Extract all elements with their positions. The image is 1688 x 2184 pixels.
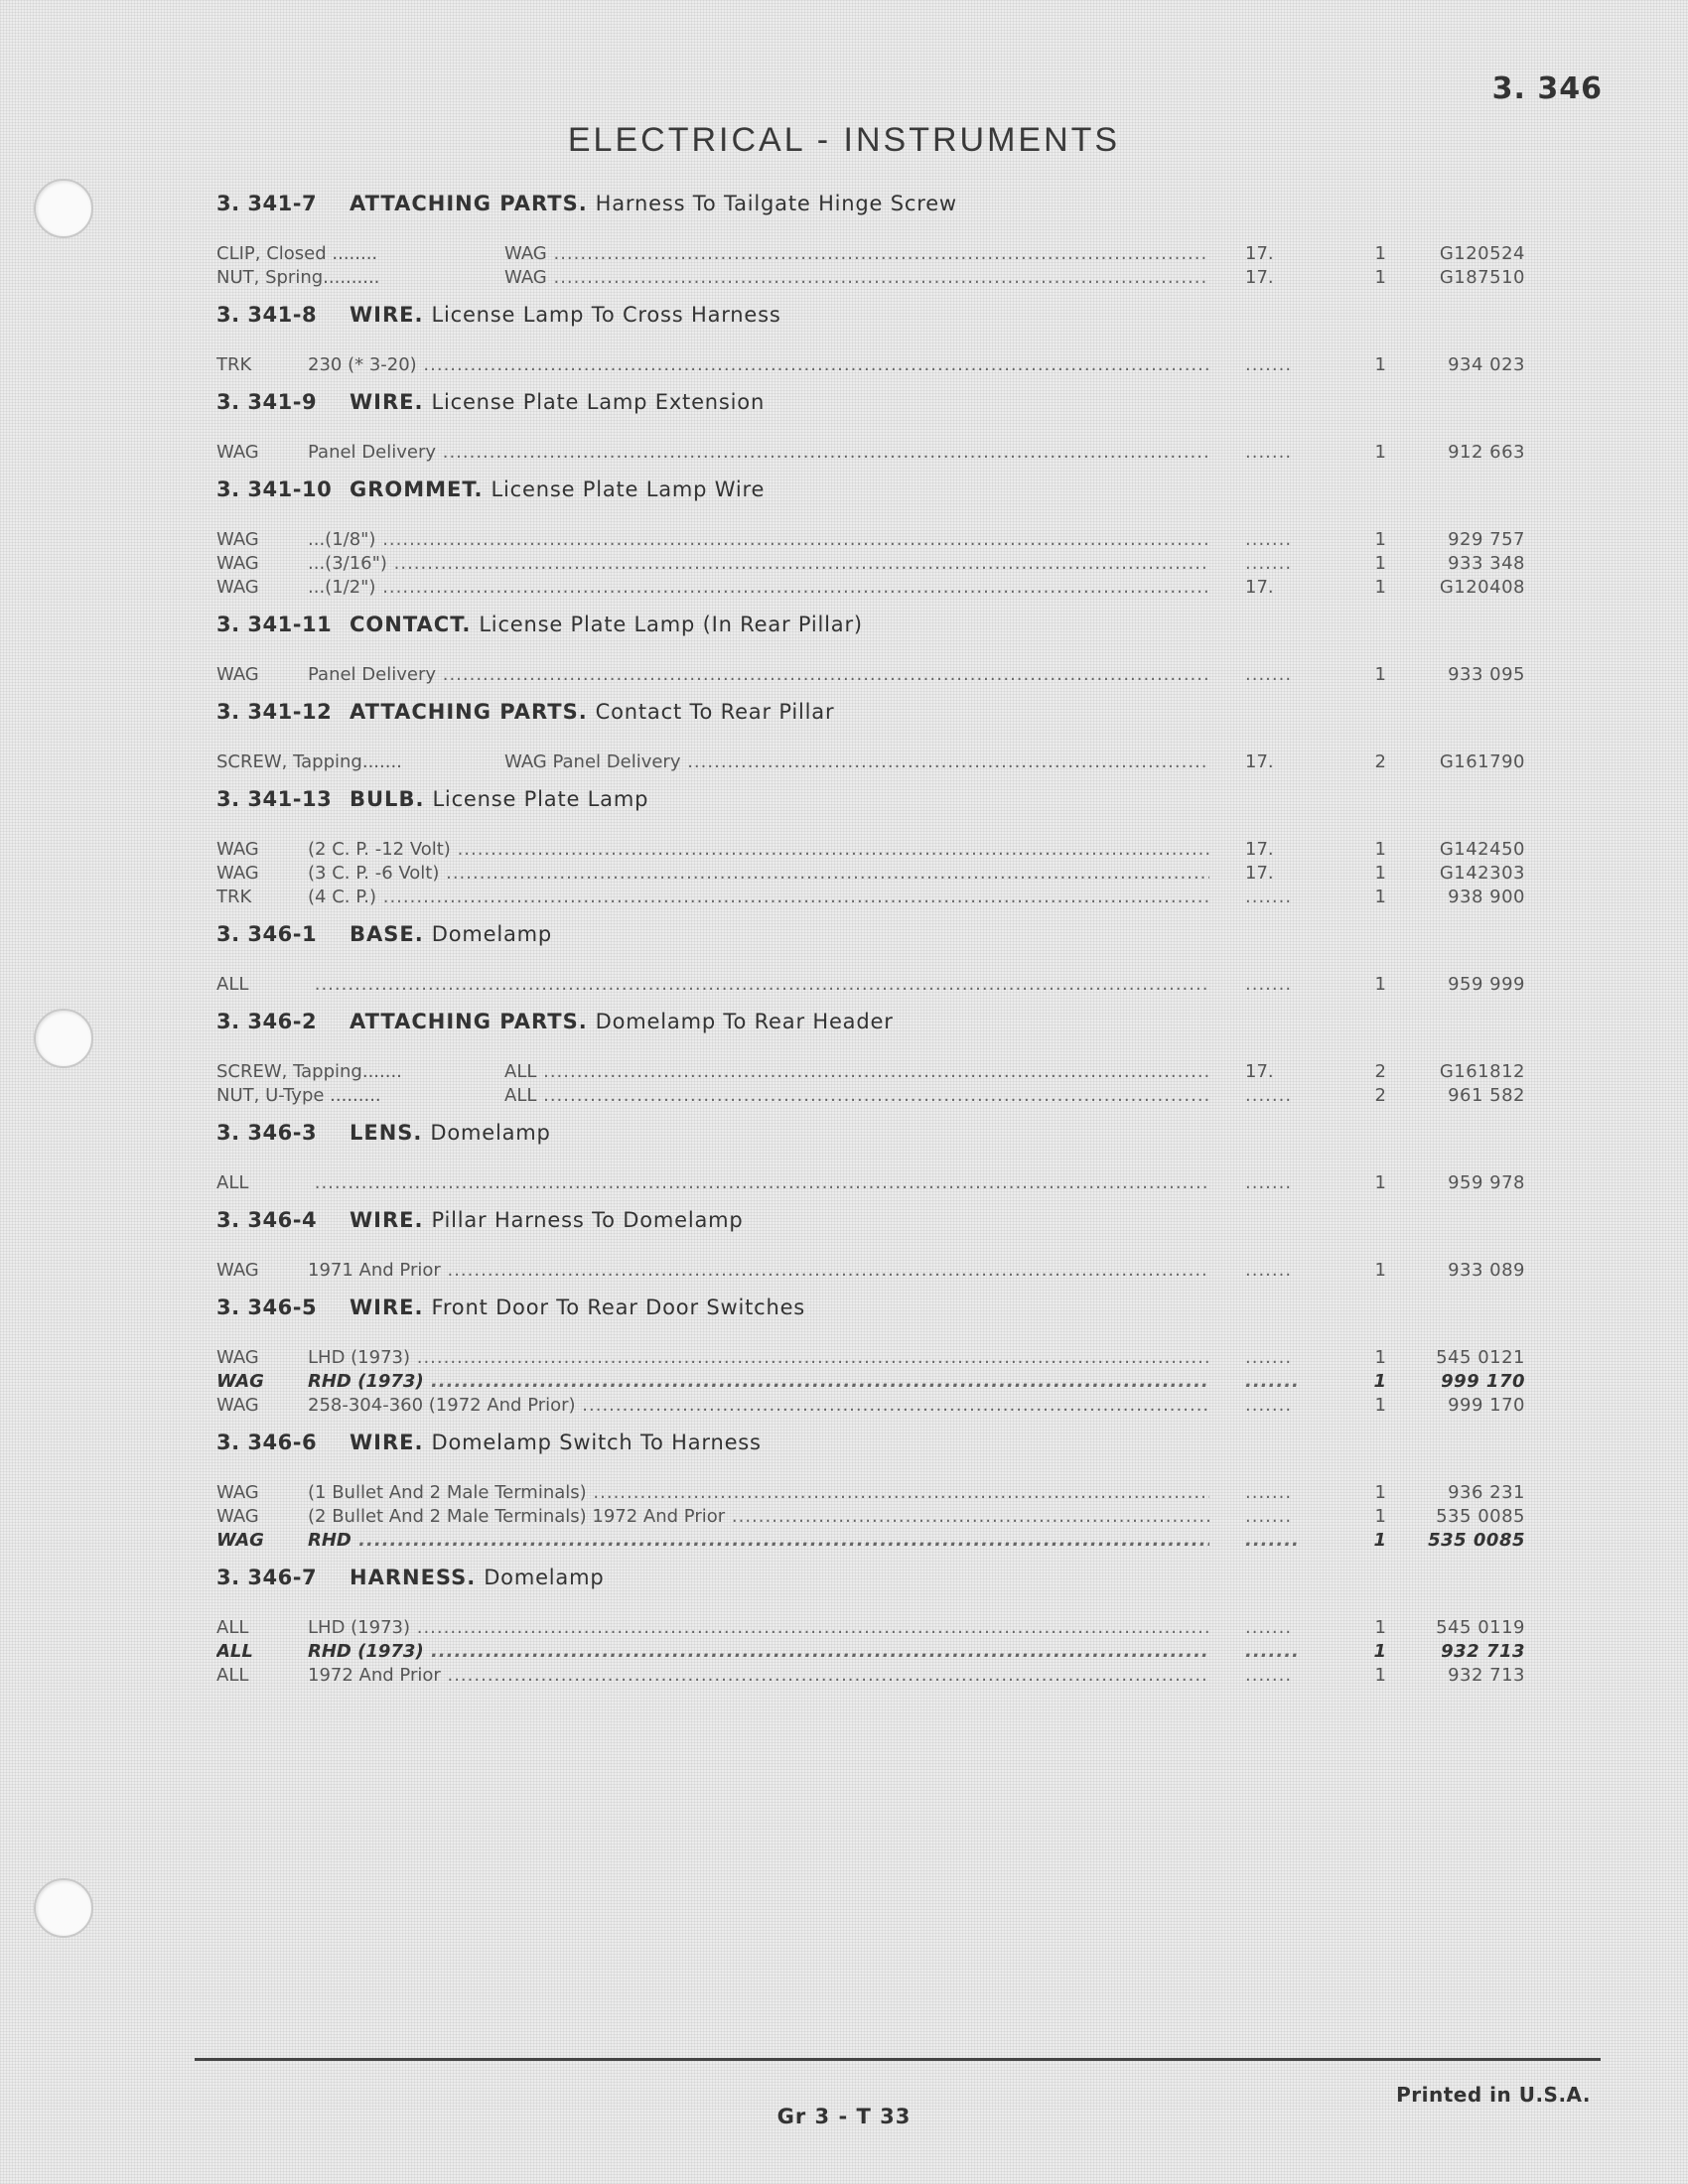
part-row xyxy=(216,1664,1527,1688)
parts-section xyxy=(216,917,1527,997)
row-description xyxy=(216,242,1209,266)
row-leader-dots: ....... xyxy=(1245,1260,1293,1281)
part-name: WIRE. xyxy=(350,1208,424,1232)
part-rows xyxy=(216,1060,1527,1108)
row-application: WAG xyxy=(216,1347,259,1368)
part-name: LENS. xyxy=(350,1121,423,1145)
row-quantity: 1 xyxy=(1373,1371,1386,1392)
row-description xyxy=(216,862,1209,886)
row-part-number: 545 0119 xyxy=(1436,1617,1525,1638)
section-heading xyxy=(216,473,1527,506)
row-part-number: 912 663 xyxy=(1448,442,1525,463)
row-application: WAG xyxy=(216,577,259,598)
row-description xyxy=(216,353,1209,377)
row-leader-dots: ....... xyxy=(1245,1085,1293,1106)
row-part-number: 961 582 xyxy=(1448,1085,1525,1106)
row-leader-dots: ....... xyxy=(1245,1617,1293,1638)
row-reference: 17. xyxy=(1245,751,1274,772)
row-quantity: 1 xyxy=(1374,1506,1386,1527)
part-name: ATTACHING PARTS. xyxy=(350,700,588,724)
row-part-number: 936 231 xyxy=(1448,1482,1525,1503)
row-quantity: 1 xyxy=(1374,354,1386,375)
section-number: 3. 341-10 xyxy=(216,478,333,501)
parts-section xyxy=(216,187,1527,290)
section-number: 3. 346-6 xyxy=(216,1431,318,1454)
parts-section xyxy=(216,1005,1527,1108)
row-detail: 1972 And Prior xyxy=(308,1665,441,1686)
row-leader-dots: ....... xyxy=(1245,1347,1293,1368)
part-description: Pillar Harness To Domelamp xyxy=(431,1208,744,1232)
row-application: WAG xyxy=(216,1506,259,1527)
section-heading xyxy=(216,1005,1527,1038)
row-description xyxy=(216,1084,1209,1108)
row-application: WAG xyxy=(216,529,259,550)
part-row xyxy=(216,552,1527,576)
part-name: WIRE. xyxy=(350,1296,424,1319)
row-part-number: G120524 xyxy=(1439,243,1525,264)
section-heading xyxy=(216,1561,1527,1594)
part-description: Domelamp xyxy=(431,922,553,946)
row-description xyxy=(216,1060,1209,1084)
row-quantity: 1 xyxy=(1373,1641,1386,1662)
row-leader-dots: ....... xyxy=(1245,1641,1300,1662)
row-part-number: 933 089 xyxy=(1448,1260,1525,1281)
part-row xyxy=(216,663,1527,687)
section-heading xyxy=(216,695,1527,729)
row-leader-dots: ....... xyxy=(1245,1665,1293,1686)
row-detail: RHD (1973) xyxy=(308,1641,424,1662)
parts-list xyxy=(216,179,1527,1688)
part-rows xyxy=(216,663,1527,687)
part-name: BULB. xyxy=(350,787,425,811)
part-description: Harness To Tailgate Hinge Screw xyxy=(595,192,957,215)
part-row xyxy=(216,838,1527,862)
row-application: ALL xyxy=(216,1617,249,1638)
row-part-number: 959 978 xyxy=(1448,1172,1525,1193)
part-description: License Plate Lamp (In Rear Pillar) xyxy=(479,613,863,636)
section-number: 3. 341-7 xyxy=(216,192,318,215)
row-detail: Panel Delivery xyxy=(308,442,436,463)
row-detail: ALL xyxy=(504,1085,537,1106)
part-rows xyxy=(216,528,1527,600)
row-application: SCREW, Tapping....... xyxy=(216,1061,402,1082)
row-detail: (2 C. P. -12 Volt) xyxy=(308,839,451,860)
parts-section xyxy=(216,782,1527,909)
parts-section xyxy=(216,473,1527,600)
row-part-number: 545 0121 xyxy=(1436,1347,1525,1368)
row-detail: LHD (1973) xyxy=(308,1347,410,1368)
row-reference: 17. xyxy=(1245,577,1274,598)
part-row xyxy=(216,1259,1527,1283)
section-heading xyxy=(216,1203,1527,1237)
row-leader-dots: ....... xyxy=(1245,1482,1293,1503)
row-description xyxy=(216,1664,1209,1688)
part-row xyxy=(216,1505,1527,1529)
row-application: WAG xyxy=(216,1395,259,1416)
row-quantity: 1 xyxy=(1374,1617,1386,1638)
row-detail: 230 (* 3-20) xyxy=(308,354,417,375)
row-part-number: 535 0085 xyxy=(1428,1530,1525,1551)
row-quantity: 1 xyxy=(1374,1260,1386,1281)
row-quantity: 1 xyxy=(1374,839,1386,860)
row-quantity: 2 xyxy=(1374,1085,1386,1106)
row-detail: (1 Bullet And 2 Male Terminals) xyxy=(308,1482,587,1503)
row-leader-dots: ....... xyxy=(1245,354,1293,375)
row-quantity: 1 xyxy=(1373,1530,1386,1551)
row-detail: 258-304-360 (1972 And Prior) xyxy=(308,1395,576,1416)
section-heading xyxy=(216,608,1527,641)
section-number: 3. 341-8 xyxy=(216,303,318,327)
row-part-number: 959 999 xyxy=(1448,974,1525,995)
part-name: BASE. xyxy=(350,922,424,946)
row-detail: ...(1/2") xyxy=(308,577,376,598)
row-leader-dots: ....... xyxy=(1245,1506,1293,1527)
row-detail: RHD xyxy=(308,1530,352,1551)
row-reference: 17. xyxy=(1245,1061,1274,1082)
page-title: ELECTRICAL - INSTRUMENTS xyxy=(567,121,1121,159)
part-row xyxy=(216,1529,1527,1553)
row-detail: WAG xyxy=(504,267,547,288)
row-part-number: G161790 xyxy=(1439,751,1525,772)
row-detail: (4 C. P.) xyxy=(308,887,377,907)
row-application: ALL xyxy=(216,1172,249,1193)
row-quantity: 1 xyxy=(1374,863,1386,884)
row-leader-dots: ....... xyxy=(1245,553,1293,574)
part-rows xyxy=(216,441,1527,465)
parts-section xyxy=(216,608,1527,687)
part-row xyxy=(216,266,1527,290)
row-description xyxy=(216,1616,1209,1640)
row-quantity: 1 xyxy=(1374,442,1386,463)
part-name: WIRE. xyxy=(350,390,424,414)
part-description: License Lamp To Cross Harness xyxy=(431,303,781,327)
page-number: 3. 346 xyxy=(1491,71,1603,106)
part-description: Domelamp xyxy=(484,1566,605,1589)
row-description xyxy=(216,751,1209,774)
row-description xyxy=(216,1529,1209,1553)
row-part-number: 932 713 xyxy=(1448,1665,1525,1686)
row-application: WAG xyxy=(216,1530,264,1551)
part-name: CONTACT. xyxy=(350,613,472,636)
row-part-number: 938 900 xyxy=(1448,887,1525,907)
part-rows xyxy=(216,1171,1527,1195)
row-application: ALL xyxy=(216,1665,249,1686)
row-application: TRK xyxy=(216,354,252,375)
part-rows xyxy=(216,1481,1527,1553)
punch-hole-middle xyxy=(34,1009,93,1068)
row-application: WAG xyxy=(216,1482,259,1503)
row-quantity: 1 xyxy=(1374,887,1386,907)
row-description xyxy=(216,886,1209,909)
row-reference: 17. xyxy=(1245,839,1274,860)
row-part-number: G142450 xyxy=(1439,839,1525,860)
part-row xyxy=(216,441,1527,465)
row-part-number: 932 713 xyxy=(1441,1641,1525,1662)
part-name: ATTACHING PARTS. xyxy=(350,192,588,215)
row-leader-dots: ....... xyxy=(1245,887,1293,907)
row-part-number: 929 757 xyxy=(1448,529,1525,550)
row-description xyxy=(216,973,1209,997)
row-quantity: 1 xyxy=(1374,1482,1386,1503)
row-quantity: 2 xyxy=(1374,1061,1386,1082)
part-row xyxy=(216,1481,1527,1505)
part-description: Domelamp xyxy=(430,1121,551,1145)
part-row xyxy=(216,576,1527,600)
section-number: 3. 346-1 xyxy=(216,922,318,946)
punch-hole-top xyxy=(34,179,93,238)
part-rows xyxy=(216,973,1527,997)
parts-section xyxy=(216,1116,1527,1195)
part-name: WIRE. xyxy=(350,1431,424,1454)
parts-section xyxy=(216,1291,1527,1418)
section-number: 3. 346-2 xyxy=(216,1010,318,1033)
row-leader-dots: ....... xyxy=(1245,664,1293,685)
section-number: 3. 341-12 xyxy=(216,700,333,724)
section-heading xyxy=(216,917,1527,951)
row-application: WAG xyxy=(216,664,259,685)
parts-section xyxy=(216,298,1527,377)
row-description xyxy=(216,838,1209,862)
row-quantity: 1 xyxy=(1374,974,1386,995)
part-rows xyxy=(216,1259,1527,1283)
row-leader-dots: ....... xyxy=(1245,974,1293,995)
row-quantity: 1 xyxy=(1374,529,1386,550)
row-quantity: 1 xyxy=(1374,267,1386,288)
row-application: ALL xyxy=(216,1641,253,1662)
parts-section xyxy=(216,385,1527,465)
part-name: GROMMET. xyxy=(350,478,484,501)
row-part-number: 999 170 xyxy=(1441,1371,1525,1392)
parts-section xyxy=(216,1561,1527,1688)
row-leader-dots: ....... xyxy=(1245,1172,1293,1193)
row-description xyxy=(216,552,1209,576)
part-row xyxy=(216,1394,1527,1418)
row-description xyxy=(216,266,1209,290)
row-quantity: 2 xyxy=(1374,751,1386,772)
section-heading xyxy=(216,1426,1527,1459)
part-rows xyxy=(216,242,1527,290)
row-detail: Panel Delivery xyxy=(308,664,436,685)
row-description xyxy=(216,441,1209,465)
row-application: TRK xyxy=(216,887,252,907)
part-description: Domelamp To Rear Header xyxy=(595,1010,894,1033)
row-description xyxy=(216,1394,1209,1418)
row-part-number: G161812 xyxy=(1439,1061,1525,1082)
row-detail: 1971 And Prior xyxy=(308,1260,441,1281)
part-row xyxy=(216,1084,1527,1108)
section-number: 3. 341-11 xyxy=(216,613,333,636)
part-row xyxy=(216,1060,1527,1084)
part-description: Contact To Rear Pillar xyxy=(595,700,835,724)
row-quantity: 1 xyxy=(1374,664,1386,685)
parts-section xyxy=(216,1426,1527,1553)
row-part-number: 933 348 xyxy=(1448,553,1525,574)
footer-code: Gr 3 - T 33 xyxy=(776,2105,912,2128)
section-heading xyxy=(216,385,1527,419)
part-row xyxy=(216,353,1527,377)
parts-section xyxy=(216,1203,1527,1283)
row-quantity: 1 xyxy=(1374,1347,1386,1368)
printed-in-usa: Printed in U.S.A. xyxy=(1396,2083,1591,2107)
part-row xyxy=(216,1640,1527,1664)
section-number: 3. 346-5 xyxy=(216,1296,318,1319)
row-leader-dots: ....... xyxy=(1245,1395,1293,1416)
part-row xyxy=(216,973,1527,997)
row-detail: WAG xyxy=(504,243,547,264)
part-rows xyxy=(216,1616,1527,1688)
row-description xyxy=(216,1505,1209,1529)
row-description xyxy=(216,576,1209,600)
row-application: WAG xyxy=(216,553,259,574)
row-application: SCREW, Tapping....... xyxy=(216,751,402,772)
section-number: 3. 346-7 xyxy=(216,1566,318,1589)
section-number: 3. 341-9 xyxy=(216,390,318,414)
row-detail: WAG Panel Delivery xyxy=(504,751,681,772)
part-row xyxy=(216,886,1527,909)
part-description: License Plate Lamp Wire xyxy=(491,478,766,501)
row-part-number: G120408 xyxy=(1439,577,1525,598)
row-part-number: 934 023 xyxy=(1448,354,1525,375)
row-application: NUT, U-Type ......... xyxy=(216,1085,381,1106)
row-detail: ...(3/16") xyxy=(308,553,387,574)
row-description xyxy=(216,663,1209,687)
row-reference: 17. xyxy=(1245,267,1274,288)
row-quantity: 1 xyxy=(1374,1665,1386,1686)
part-name: ATTACHING PARTS. xyxy=(350,1010,588,1033)
section-heading xyxy=(216,782,1527,816)
section-heading xyxy=(216,187,1527,220)
row-description xyxy=(216,1481,1209,1505)
section-number: 3. 346-4 xyxy=(216,1208,318,1232)
row-detail: LHD (1973) xyxy=(308,1617,410,1638)
section-heading xyxy=(216,1116,1527,1150)
row-quantity: 1 xyxy=(1374,577,1386,598)
part-rows xyxy=(216,1346,1527,1418)
part-description: Domelamp Switch To Harness xyxy=(431,1431,762,1454)
row-detail: ...(1/8") xyxy=(308,529,376,550)
row-description xyxy=(216,1346,1209,1370)
row-application: ALL xyxy=(216,974,249,995)
row-part-number: 999 170 xyxy=(1448,1395,1525,1416)
part-row xyxy=(216,862,1527,886)
row-application: WAG xyxy=(216,863,259,884)
part-rows xyxy=(216,838,1527,909)
row-description xyxy=(216,1640,1209,1664)
row-reference: 17. xyxy=(1245,243,1274,264)
row-part-number: 933 095 xyxy=(1448,664,1525,685)
row-application: WAG xyxy=(216,442,259,463)
row-application: WAG xyxy=(216,839,259,860)
part-description: License Plate Lamp xyxy=(432,787,649,811)
part-row xyxy=(216,1346,1527,1370)
row-application: NUT, Spring.......... xyxy=(216,267,380,288)
parts-section xyxy=(216,695,1527,774)
part-row xyxy=(216,528,1527,552)
part-row xyxy=(216,751,1527,774)
row-part-number: G187510 xyxy=(1439,267,1525,288)
row-part-number: 535 0085 xyxy=(1436,1506,1525,1527)
section-number: 3. 341-13 xyxy=(216,787,333,811)
section-number: 3. 346-3 xyxy=(216,1121,318,1145)
row-description xyxy=(216,1259,1209,1283)
row-description xyxy=(216,1171,1209,1195)
row-detail: (3 C. P. -6 Volt) xyxy=(308,863,440,884)
row-detail: ALL xyxy=(504,1061,537,1082)
part-name: WIRE. xyxy=(350,303,424,327)
part-rows xyxy=(216,353,1527,377)
row-detail: (2 Bullet And 2 Male Terminals) 1972 And Prior xyxy=(308,1506,726,1527)
row-description xyxy=(216,528,1209,552)
row-reference: 17. xyxy=(1245,863,1274,884)
row-quantity: 1 xyxy=(1374,243,1386,264)
row-leader-dots: ....... xyxy=(1245,1530,1300,1551)
row-application: WAG xyxy=(216,1260,259,1281)
row-application: CLIP, Closed ........ xyxy=(216,243,378,264)
row-quantity: 1 xyxy=(1374,1172,1386,1193)
row-part-number: G142303 xyxy=(1439,863,1525,884)
row-detail: RHD (1973) xyxy=(308,1371,424,1392)
row-quantity: 1 xyxy=(1374,1395,1386,1416)
row-quantity: 1 xyxy=(1374,553,1386,574)
section-heading xyxy=(216,1291,1527,1324)
row-leader-dots: ....... xyxy=(1245,1371,1300,1392)
row-leader-dots: ....... xyxy=(1245,442,1293,463)
part-row xyxy=(216,1616,1527,1640)
punch-hole-bottom xyxy=(34,1878,93,1938)
section-heading xyxy=(216,298,1527,332)
part-row xyxy=(216,1370,1527,1394)
part-description: License Plate Lamp Extension xyxy=(431,390,766,414)
part-rows xyxy=(216,751,1527,774)
row-application: WAG xyxy=(216,1371,264,1392)
part-row xyxy=(216,242,1527,266)
row-description xyxy=(216,1370,1209,1394)
row-leader-dots: ....... xyxy=(1245,529,1293,550)
part-name: HARNESS. xyxy=(350,1566,477,1589)
part-row xyxy=(216,1171,1527,1195)
footer-rule xyxy=(195,2058,1601,2061)
part-description: Front Door To Rear Door Switches xyxy=(431,1296,806,1319)
